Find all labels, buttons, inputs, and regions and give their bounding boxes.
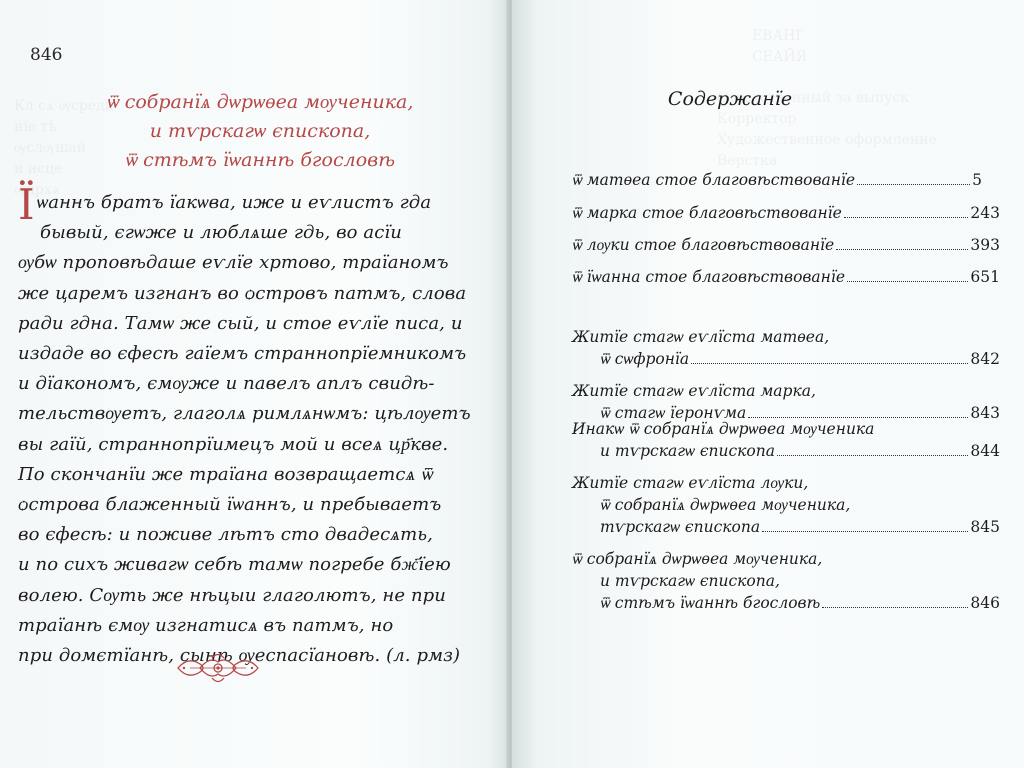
toc-title: тѵрскагѡ єпископа <box>600 518 761 536</box>
text-line: тельствѹетъ, глаголѧ римлѧнѡмъ: цѣлѹетъ <box>18 403 471 425</box>
toc-leader <box>777 455 968 456</box>
toc-leader <box>844 217 969 218</box>
bleed-through <box>752 26 807 68</box>
toc-title: и тѵрскагѡ єпископа, <box>600 572 780 590</box>
title-line: ѿ стѣмъ ïѡаннѣ бгословѣ <box>125 149 395 171</box>
toc-entry[interactable] <box>572 204 1000 223</box>
title-line: ѿ собранїѧ дѡрѡѳеа мѹченика, <box>106 91 414 113</box>
text-line: траїанѣ ємѹ изгнатисѧ въ патмъ, но <box>18 614 394 636</box>
text-line: ѻстрова блаженный ïѡаннъ, и пребываетъ <box>18 494 442 516</box>
toc-title: и тѵрскагѡ єпископа <box>600 442 775 460</box>
toc-entry[interactable] <box>572 326 1000 370</box>
toc-leader <box>847 281 968 282</box>
toc-title: Житїе стагѡ еѵлїста лѹки, <box>572 474 809 492</box>
toc-entry[interactable] <box>572 236 1000 255</box>
toc-leader <box>691 363 968 364</box>
title-line: и тѵрскагѡ єпископа, <box>149 120 371 142</box>
toc-page-number: 5 <box>972 171 982 189</box>
toc-page-number: 845 <box>970 518 1000 536</box>
page-number: 846 <box>30 45 63 65</box>
toc-leader <box>822 607 968 608</box>
toc-title: ѿ стагѡ ïеронѵма <box>600 404 747 422</box>
toc-entry[interactable] <box>572 418 1000 462</box>
toc-page-number: 243 <box>970 204 1000 222</box>
text-line: при домєтїанѣ, сынѣ ѹеспасїановѣ. (л. рмз) <box>18 645 461 667</box>
toc-entry[interactable] <box>572 472 1000 538</box>
toc-leader <box>857 184 970 185</box>
text-line: и дїакономъ, ємѹже и павелъ аплъ свидѣ- <box>18 373 435 395</box>
toc-entry[interactable] <box>572 268 1000 287</box>
toc-title: ѿ собранїѧ дѡрѡѳеа мѹченика, <box>600 496 851 514</box>
toc-title: Житїе стагѡ еѵлїста матѳеа, <box>572 328 830 346</box>
toc-title: ѿ матѳеа стое благовѣствованїе <box>572 171 856 189</box>
toc-page-number: 842 <box>970 350 1000 368</box>
toc-leader <box>836 249 968 250</box>
toc-entry[interactable] <box>572 548 1000 614</box>
text-line: во єфесѣ: и поживе лѣтъ сто двадесѧть, <box>18 524 433 546</box>
text-line: волею. Сѹть же нѣцыи глаголютъ, не при <box>18 584 446 606</box>
body-text <box>18 180 471 671</box>
chapter-title <box>40 88 480 175</box>
toc-title: ѿ ïѡанна стое благовѣствованїе <box>572 268 846 286</box>
text-line: вы гаїй, страннопрїимецъ мой и всеѧ цр҃кве. <box>18 433 449 455</box>
text-line: ради гдна. Тамѡ же сый, и стое еѵлїе писа, и <box>18 312 463 334</box>
text-line: ѹбѡ проповѣдаше еѵлїе хртово, траїаномъ <box>18 252 449 274</box>
text-line: ѡаннъ братъ ïакѡва, иже и еѵлистъ гда <box>36 192 432 213</box>
toc-title: ѿ лѹки стое благовѣствованїе <box>572 236 835 254</box>
toc-leader <box>762 531 968 532</box>
toc-page-number: 393 <box>970 236 1000 254</box>
toc-heading: Содержанїе <box>667 88 793 110</box>
toc-page-number: 846 <box>970 594 1000 612</box>
toc-title: ѿ марка стое благовѣствованїе <box>572 204 842 222</box>
toc-page-number: 843 <box>970 404 1000 422</box>
toc-title: ѿ стѣмъ ïѡаннѣ бгословѣ <box>600 594 821 612</box>
text-line: По скончанїи же траїана возвращаетсѧ ѿ <box>18 463 433 485</box>
ornament-icon <box>176 652 260 684</box>
text-line: и по сихъ живагѡ себѣ тамѡ погребе бж҃їею <box>18 554 451 576</box>
toc-title: Инакѡ ѿ собранїѧ дѡрѡѳеа мѹченика <box>572 420 875 438</box>
toc-title: ѿ собранїѧ дѡрѡѳеа мѹченика, <box>572 550 823 568</box>
text-line: же царемъ изгнанъ во ѻстровъ патмъ, слова <box>18 282 467 304</box>
toc-page-number: 651 <box>970 268 1000 286</box>
left-page <box>0 0 508 768</box>
text-line: бывый, єгѡже и люблѧше гдь, во асїи <box>40 222 402 244</box>
toc-title: Житїе стагѡ еѵлїста марка, <box>572 382 816 400</box>
toc-title: ѿ сѡфронїа <box>600 350 690 368</box>
toc-page-number: 844 <box>970 442 1000 460</box>
toc-entry[interactable] <box>572 171 982 190</box>
text-line: издаде во єфесѣ гаїемъ страннопрїемникомъ <box>18 343 467 365</box>
drop-cap: Ï <box>18 180 35 229</box>
